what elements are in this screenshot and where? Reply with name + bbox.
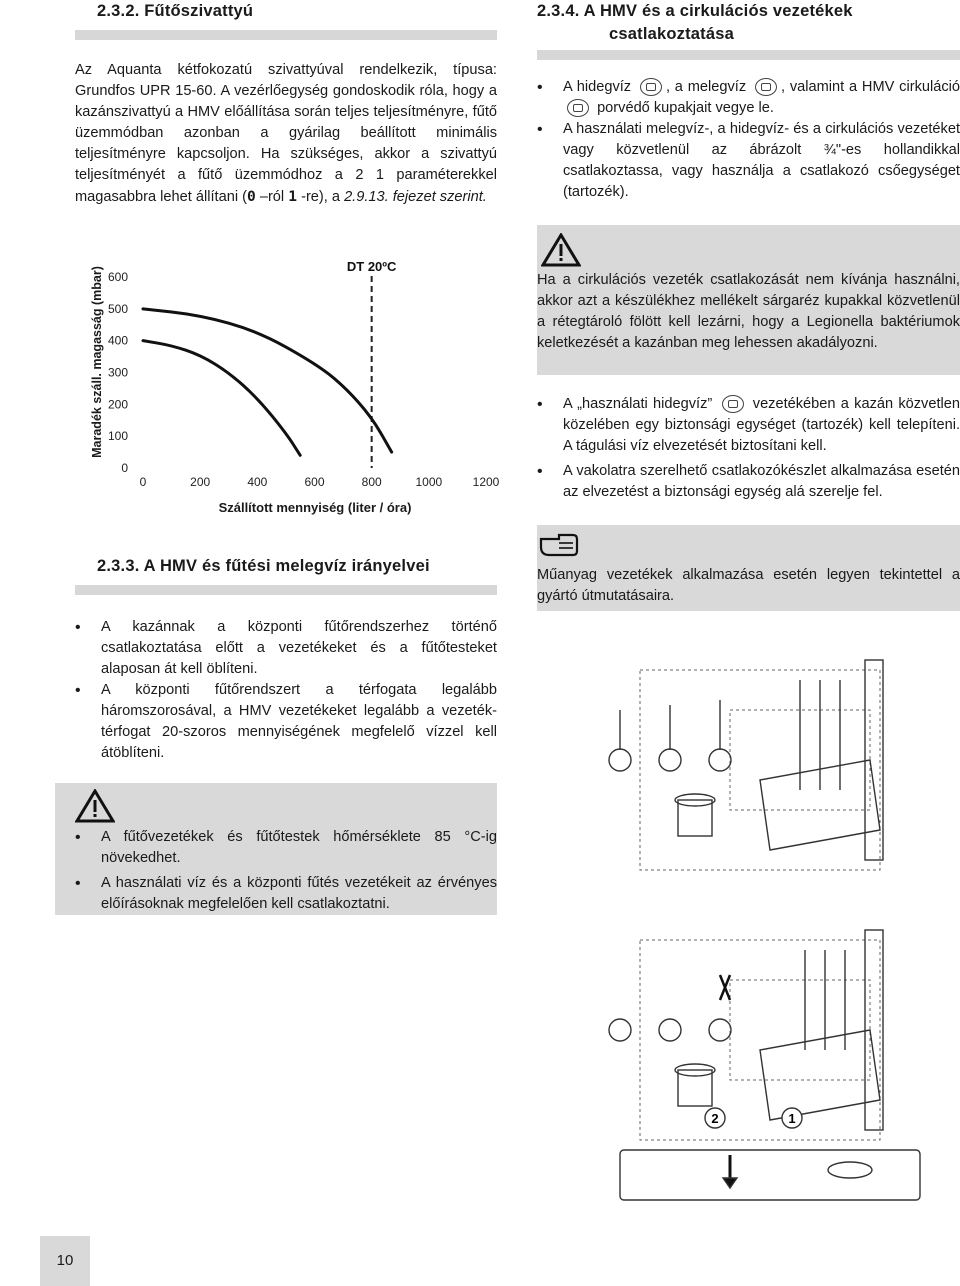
warning-triangle-icon — [75, 789, 115, 823]
section-2-3-2-text: Az Aquanta kétfokozatú szivattyúval rendelkezik, típusa: Grundfos UPR 15-60. A vezérlőegység gondoskodik róla, hogy a kazánszivattyú a HMV előállítása során teljes teljesítményre, fűtő üzemmódban azonban a gyárilag beállított minimális teljesítményre kapcsoljon. Ha szükséges, akkor a szivattyú teljesítményét a fűtő üzemmódhoz a 2 1 paraméterekkel magasabbra lehet állítani (0 –ról 1 -re), a 2.9.13. fejezet szerint. — [75, 62, 497, 205]
x-tick-label: 1000 — [415, 475, 443, 489]
list-item: • A kazánnak a központi fűtőrendszerhez történő csatlakoztatása előtt a vezetékeket és a fűtőtesteket alaposan át kell öblíteni. — [75, 617, 497, 680]
section-rule — [75, 30, 497, 40]
figure-step-label: 1 — [788, 1111, 796, 1126]
cold-water-icon — [722, 395, 744, 413]
chart-title: DT 20ºC — [346, 259, 397, 274]
page-number: 10 — [40, 1236, 90, 1286]
list-item: • A használati melegvíz-, a hidegvíz- és a cirkulációs vezetéket vagy közvetlenül az ábrázolt ¾"-es hollandikkal csatlakoztassa, vagy használja a csatlakozó csőegységet (tartozék). — [537, 119, 960, 203]
warning-box — [55, 783, 497, 915]
pointing-hand-icon — [539, 531, 579, 557]
y-tick-label: 0 — [121, 461, 128, 475]
figure-step-label: 2 — [711, 1111, 719, 1126]
section-rule — [537, 50, 960, 60]
section-2-3-4-bullets — [537, 77, 960, 203]
section-2-3-2-title: 2.3.2. Fűtőszivattyú — [97, 2, 254, 20]
note-text: Műanyag vezetékek alkalmazása esetén legyen tekintettel a gyártó útmutatásaira. — [537, 567, 960, 604]
x-tick-label: 200 — [190, 475, 211, 489]
y-tick-label: 500 — [107, 301, 128, 316]
list-item: • A vakolatra szerelhető csatlakozókészlet alkalmazása esetén az elvezetést a biztonsági egység alá szerelje fel. — [537, 461, 960, 503]
cold-water-icon — [640, 78, 662, 96]
warning-triangle-icon — [541, 233, 581, 267]
installation-illustration — [580, 650, 960, 1210]
circulation-icon — [567, 99, 589, 117]
warning-box — [537, 225, 960, 375]
x-tick-label: 800 — [361, 475, 382, 489]
y-tick-label: 300 — [107, 365, 128, 380]
hot-water-icon — [755, 78, 777, 96]
series-line — [143, 309, 392, 452]
series-line — [143, 341, 300, 456]
chart-y-axis-label: Maradék száll. magasság (mbar) — [90, 266, 104, 458]
safety-bullets — [537, 394, 960, 503]
section-2-3-3-title: 2.3.3. A HMV és fűtési melegvíz irányelvei — [97, 557, 430, 575]
chart-x-axis-label: Szállított mennyiség (liter / óra) — [218, 500, 412, 515]
x-tick-label: 1200 — [472, 475, 500, 489]
pump-curve-chart — [80, 240, 500, 525]
section-rule — [75, 585, 497, 595]
note-box — [537, 525, 960, 611]
list-item: • A fűtővezetékek és fűtőtestek hőmérséklete 85 °C-ig növekedhet. — [75, 827, 497, 869]
warning-text: Ha a cirkulációs vezeték csatlakozását nem kívánja használni, akkor azt a készülékhez mellékelt sárgaréz kupakkal közvetlenül a rétegtároló fölött kell lezárni, hogy a Legionella baktériumok keletkezését a kazánban meg lehessen akadályozni. — [537, 272, 960, 351]
list-item: • A központi fűtőrendszert a térfogata legalább háromszorosával, a HMV vezetékeket legalább a vezeték-térfogat 20-szoros mennyiségének megfelelő vízzel kell átöblíteni. — [75, 680, 497, 764]
x-tick-label: 0 — [139, 475, 147, 489]
y-tick-label: 600 — [107, 270, 128, 284]
list-item: • A hidegvíz , a melegvíz , valamint a HMV cirkuláció porvédő kupakjait vegye le. — [537, 77, 960, 119]
x-tick-label: 600 — [304, 475, 325, 489]
x-tick-label: 400 — [247, 475, 268, 489]
list-item: • A „használati hidegvíz” vezetékében a kazán közvetlen közelében egy biztonsági egységet (tartozék) kell telepíteni. A tágulási víz elvezetését biztosítani kell. — [537, 394, 960, 457]
section-2-3-4-title: 2.3.4. A HMV és a cirkulációs vezetékek csatlakoztatása — [537, 2, 853, 43]
list-item: • A használati víz és a központi fűtés vezetékeit az érvényes előírásoknak megfelelően kell csatlakoztatni. — [75, 873, 497, 915]
section-2-3-3-bullets — [75, 617, 497, 764]
y-tick-label: 100 — [107, 429, 128, 444]
y-tick-label: 200 — [107, 397, 128, 412]
y-tick-label: 400 — [107, 333, 128, 348]
chart-plot — [80, 240, 500, 525]
